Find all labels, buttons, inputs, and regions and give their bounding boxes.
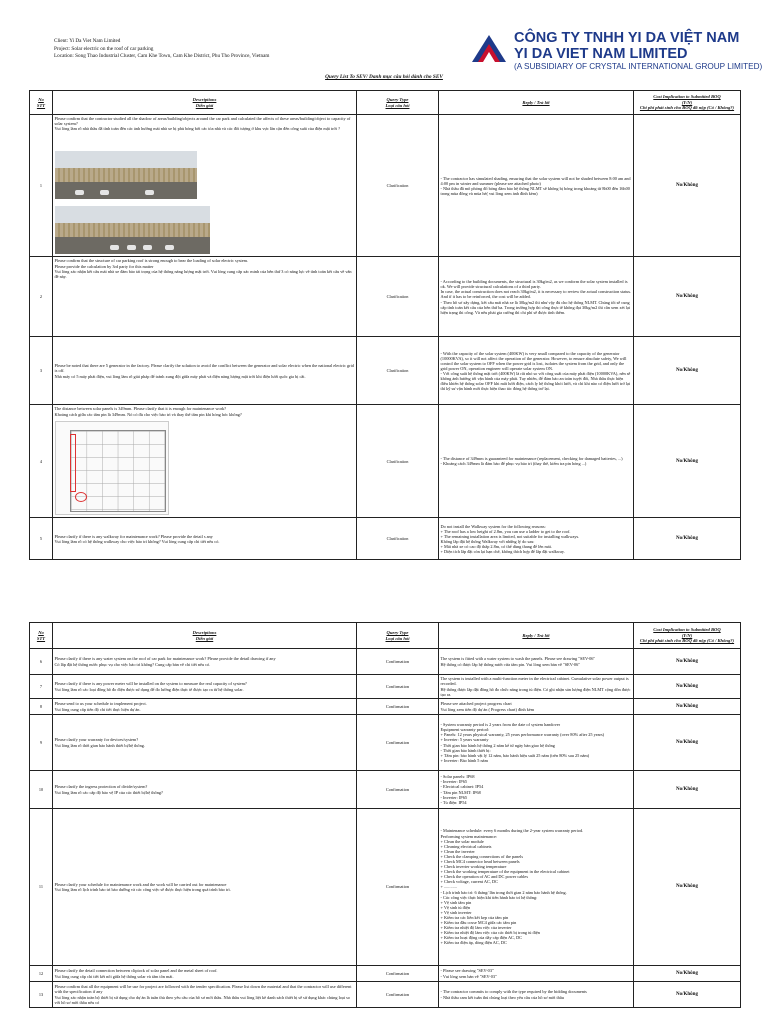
row-no: 5 [30, 518, 53, 560]
reply-en: - According to the building documents, the structural is 30kg/m2, as we conform the solar system installed is ok. We will provide structural calculations of a third party. In case, the actual construction does not reach 30kg/m2, it is necessary to review the actual construction status. And if it has to be reinforced, the cost will be added. [440, 279, 632, 300]
row-cost: No/Không [634, 771, 741, 809]
reply-en: The system is fitted with a water system to wash the panels. Please see drawing "SEV-06" [440, 656, 596, 662]
col-header-desc: Descriptions Diễn giải [53, 623, 357, 649]
row-reply [439, 771, 634, 809]
reply-vi: Vui lòng xem tiến độ dự án ( Progress chart) đính kèm [440, 706, 535, 712]
desc-en: Please clarify if there is any water system on the roof of car park for maintenance work? Please provide the detail drawing if any [54, 656, 276, 662]
row-cost: No/Không [634, 675, 741, 699]
desc-en: Please clarify if there is any walkway for maintenance work? Please provide the detail s any [54, 533, 213, 539]
logo-company-en: YI DA VIET NAM LIMITED [514, 46, 688, 62]
desc-en: Please send to us your schedule to implement project. [54, 701, 147, 707]
row-no: 6 [30, 649, 53, 675]
col-header-no: No STT [30, 91, 53, 115]
row-cost: No/Không [634, 257, 741, 337]
query-list-title: Query List To SEV/ Danh mục câu hỏi dành cho SEV [325, 74, 443, 80]
reply-vi: - Khoảng cách 349mm là đảm bảo để phục vụ bảo trì (thay thế, kiểm tra pin hỏng ...) [440, 461, 587, 467]
row-no: 3 [30, 337, 53, 405]
row-cost: No/Không [634, 649, 741, 675]
reply-en: - The contractor has simulated shading, ensuring that the solar system will not be shaded between 8:00 am and 4:00 pm in winter and summer (please see attached photo) [440, 175, 631, 186]
table-row [30, 982, 741, 1008]
row-no: 11 [30, 809, 53, 966]
row-cost: No/Không [634, 337, 741, 405]
desc-vi: Vui lòng cung cấp chi tiết kết nối giữa hệ thống solar và tấm tôn mái. [54, 973, 174, 979]
row-no: 9 [30, 715, 53, 771]
col-header-desc: Descriptions Diễn giải [53, 91, 357, 115]
reply-en: Do not install the Walkway system for the following reasons: + The roof has a low height of 2.8m, you can use a ladder to get to the roof. + The remaining installation area is limited, not suitable for installing walkways. [440, 523, 580, 539]
row-cost: No/Không [634, 405, 741, 518]
reply-vi: - Thời gian bảo hành hệ thống 2 năm kể từ ngày bàn giao hệ thống - Thời gian bảo hành thiết bị: + Tấm pin: bảo hành vật lý 12 năm, bảo hành hiệu suất 25 năm (trên 80% sau 25 năm) + Inverter: Bảo hành 5 năm [440, 742, 590, 763]
row-no: 2 [30, 257, 53, 337]
row-desc [53, 257, 357, 337]
row-type: Confirmation [357, 699, 439, 715]
row-reply [439, 115, 634, 257]
project-line: Project: Solar electric on the roof of car parking [54, 45, 154, 52]
row-reply [439, 649, 634, 675]
reply-vi: Hệ thống có được lắp hệ thống nước rửa tấm pin. Vui lòng xem bản vẽ "SEV-06" [440, 661, 580, 667]
row-desc [53, 337, 357, 405]
table-row [30, 257, 741, 337]
client-line: Client: Yi Da Viet Nam Limited [54, 38, 121, 44]
reply-vi: - Nhà thầu đã mô phỏng đổ bóng đảm bảo hệ thống NLMT sẽ không bị bóng trong khoảng từ 8h00 đến 16h00 trong mùa đông và mùa hè( vui lòng xem ảnh đính kèm) [440, 185, 630, 196]
row-reply [439, 982, 634, 1008]
row-cost: No/Không [634, 715, 741, 771]
table-row [30, 699, 741, 715]
row-desc [53, 982, 357, 1008]
panel-layout-drawing [55, 421, 169, 515]
reply-en: - With the capacity of the solar system (400KW) is very small compared to the capacity of the generator (10000KVA), so it will not affect the operation of the generator. However, to ensure absolute safety, We will control the solar system to OFF when the power grid is lost, isolates the system from the grid, and only the grid power ON, operation engineer will operate solar system ON. [440, 350, 627, 371]
desc-vi: Vui lòng làm rõ lịch trình bảo trì bảo dưỡng và các công việc sẽ được thực hiện trong quá trình bảo trì. [54, 887, 231, 892]
row-cost: No/Không [634, 699, 741, 715]
desc-vi: Vui lòng làm rõ nhà thầu đã tính toán đến các ảnh hưởng mái nhà xe bị phủ bóng bởi các tòa nhà và các đối tượng ở khu vực lân cận đến công suất của điện mặt trời ? [54, 126, 340, 132]
reply-en: Please see attached project progress chart [440, 701, 512, 707]
row-no: 12 [30, 966, 53, 982]
table-row [30, 405, 741, 518]
row-type: Confirmation [357, 966, 439, 982]
crystal-logo-icon [470, 32, 508, 66]
reply-vi: - Tấm pin NLMT: IP68 - Inverter: IP65 - Tủ điện: IP54 [440, 789, 481, 805]
row-desc [53, 715, 357, 771]
reply-en: - Solar panels: IP68 - Inverter: IP65 - Electrical cabinet: IP54 [440, 774, 484, 790]
row-reply [439, 405, 634, 518]
row-type: Confirmation [357, 771, 439, 809]
table-row [30, 115, 741, 257]
col-header-reply: Reply / Trả lời [439, 623, 634, 649]
reply-en: - The distance of 349mm is guaranteed for maintenance (replacement, checking for damaged batteries, ...) [440, 456, 623, 462]
desc-vi: Vui lòng làm rõ các cấp độ bảo vệ IP của các thiết bị/hệ thống? [54, 789, 163, 795]
row-type: Clarification [357, 405, 439, 518]
row-type: Clarification [357, 518, 439, 560]
row-cost: No/Không [634, 809, 741, 966]
col-header-cost: Cost Implication to Submitted BOQ (Y/N) Chi phí phát sinh cho BOQ đã nộp (Có / Không?) [634, 91, 741, 115]
desc-vi: Vui lòng làm rõ có hệ thống walkway cho việc bảo trì không? Vui lòng cung cấp chi tiết nếu có. [54, 538, 220, 544]
desc-vi: Vui lòng cung cấp tiến độ chi tiết thực hiện dự án. [54, 706, 141, 712]
table-row [30, 715, 741, 771]
row-type: Confirmation [357, 675, 439, 699]
row-reply [439, 337, 634, 405]
row-no: 1 [30, 115, 53, 257]
col-header-reply: Reply / Trả lời [439, 91, 634, 115]
row-no: 7 [30, 675, 53, 699]
desc-vi: Vui lòng xác nhận toàn bộ thiết bị sử dụng cho dự án là tuân thủ theo yêu cầu của hồ sơ mời thầu. Nhà thầu vui lòng liệt kê danh sách thiết bị sẽ sử dụng khác chủng loại so với hồ sơ mời thầu nếu có [54, 994, 350, 1005]
desc-en: Please clarify if there is any power meter will be installed on the system to measure the real capacity of system? [54, 681, 247, 687]
desc-vi: Vui lòng làm rõ các loại đồng hồ đo điện được sử dụng để đo lường điện thực tế được tạo ra từ hệ thống solar. [54, 686, 244, 692]
desc-en: Please confirm that the contractor studied all the shadow of areas/building/objects around the car park and calculated the affects of these areas/building/object to capacity of solar system? [54, 116, 351, 127]
reply-vi: - Theo hồ sơ xây dựng, kết cấu mái nhà xe là 30kg/m2 thì như vậy đủ cho hệ thống NLMT. Chúng tôi sẽ cung cấp tính toán kết cấu của bên thứ ba. Trong trường hợp thi công thực tế không đạt 30kg/m2 thì cần xem xét lại hiện trạng thi công. Và nếu phải gia cường thì chi phí sẽ được tính thêm. [440, 299, 631, 315]
row-type: Confirmation [357, 715, 439, 771]
table-row [30, 337, 741, 405]
logo-subsidiary: (A SUBSIDIARY OF CRYSTAL INTERNATIONAL GROUP LIMITED) [514, 62, 763, 71]
desc-en: The distance between solar panels is 349mm. Please clarify that it is enough for maintenance work? [54, 406, 227, 412]
col-header-cost: Cost Implication to Submitted BOQ (Y/N) Chi phí phát sinh cho BOQ đã nộp (Có / Không?) [634, 623, 741, 649]
location-line: Location: Song Thao Industrial Cluster, Cam Khe Town, Cam Khe District, Phu Tho Province, Vietnam [54, 53, 270, 60]
desc-en: Please clarify the ingress protection of divide/system? [54, 784, 148, 790]
row-no: 8 [30, 699, 53, 715]
row-desc [53, 405, 357, 518]
row-desc [53, 966, 357, 982]
row-desc [53, 699, 357, 715]
desc-en: Please clarify your schedule for maintenance work and the work will be carried out for maintenance [54, 881, 227, 887]
carpark-photo [55, 151, 197, 199]
table-header-row [30, 623, 741, 649]
row-type: Confirmation [357, 649, 439, 675]
desc-en: Please clarify the detail connection between clipiock of solar panel and the metal sheet of roof. [54, 968, 218, 974]
row-desc [53, 675, 357, 699]
desc-vi: Vui lòng làm rõ thời gian bảo hành thiết bị/hệ thống. [54, 742, 145, 748]
document-header-info [54, 38, 269, 61]
desc-en: Please be noted that there are 5 generator in the factory. Please clarify the solution to avoid the conflict between the generator and solar electric when the national electric grid is off. [54, 363, 354, 374]
row-desc [53, 115, 357, 257]
row-reply [439, 715, 634, 771]
reply-vi: - Nhà thầu cam kết tuân thủ chủng loại theo yêu cầu của hồ sơ mời thầu [440, 994, 564, 1000]
reply-en: - System warranty period is 2 years from the date of system handover Equipment warranty period: + Panels: 12 years physical warranty, 25 years performance warranty (over 80% after 25 years) + Inverter: 5 years warranty [440, 722, 605, 743]
table-row [30, 771, 741, 809]
reply-vi: - Với công suất hệ thống mặt trời (400KW) là rất nhỏ so với công suất của máy phát điện (10000KVA), nên sẽ không ảnh hưởng tới vận hành của máy phát. Tuy nhiên, để đảm bảo an toàn tuyệt đối, Nhà thầu thực hiện điều khiển hệ thống solar OFF khi mất lưới điện, cách ly hệ thống khỏi lưới, và chỉ khi nào có điện lưới trở lại thì kỹ sư vận hành mới thực hiện thao tác đóng hệ thống trở lại. [440, 370, 631, 392]
carpark-photo [55, 206, 210, 254]
reply-vi: - Vui lòng xem bản vẽ "SEV-03" [440, 973, 497, 979]
table-row [30, 649, 741, 675]
reply-en: The system is installed with a multi-function meter in the electrical cabinet. Cumulative solar power output is recorded. [440, 676, 629, 687]
row-cost: No/Không [634, 982, 741, 1008]
logo-company-vn: CÔNG TY TNHH YI DA VIỆT NAM [514, 30, 740, 46]
table-row [30, 966, 741, 982]
reply-vi: - Lịch trình bảo trì: 6 tháng/ lần trong thời gian 2 năm bảo hành hệ thống. - Các công việc thực hiện khi tiến hành bảo trì hệ thống: + Vệ sinh tấm pin + Vệ sinh tủ điện + Vệ sinh inverter + Kiểm tra các liên kết kẹp của tấm pin + Kiểm tra đầu cosse MC4 giữa các tấm pin + Kiểm tra nhiệt độ làm việc của inverter + Kiểm tra nhiệt độ làm việc của các thiết bị trong tủ điện + Kiểm tra hoạt động của dây cáp điện AC, DC + Kiểm tra điện áp, dòng điện AC, DC [440, 889, 567, 946]
row-reply [439, 809, 634, 966]
row-reply [439, 966, 634, 982]
row-type: Clarification [357, 257, 439, 337]
desc-vi: Vui lòng xác nhận kết cấu mái nhà xe đảm bảo tải trọng của hệ thống năng lượng mặt trời. Vui lòng cung cấp xác minh của bên thứ 3 có năng lực về tính toán kết cấu về vấn đề này. [54, 268, 352, 279]
desc-vi: Nhà máy có 5 máy phát điện, vui lòng làm rõ giải pháp để tránh xung đột giữa máy phát và điện năng lượng mặt trời khi điện lưới quốc gia bị cắt. [54, 373, 306, 379]
table-header-row [30, 91, 741, 115]
desc-en: Please confirm that all the equipment will be use for project are followed with the tender specification. Please list down the material and that the contractor will use different with the specification if any [54, 984, 352, 995]
row-no: 13 [30, 982, 53, 1008]
row-desc [53, 809, 357, 966]
table-row [30, 675, 741, 699]
row-no: 10 [30, 771, 53, 809]
row-type: Confirmation [357, 809, 439, 966]
row-reply [439, 257, 634, 337]
query-table-2 [29, 622, 741, 1008]
row-reply [439, 518, 634, 560]
row-type: Clarification [357, 115, 439, 257]
reply-en: - Please see drawing "SEV-03" [440, 968, 494, 974]
row-cost: No/Không [634, 966, 741, 982]
reply-vi: Hệ thống được lắp đặt đồng hồ đo chức năng trong tủ điện. Có ghi nhận sản lượng điện NLMT cộng dồn được tạo ra. [440, 686, 631, 697]
row-reply [439, 675, 634, 699]
row-desc [53, 518, 357, 560]
row-reply [439, 699, 634, 715]
reply-en: - The contractor commits to comply with the type required by the bidding documents [440, 989, 587, 995]
query-table-1 [29, 90, 741, 560]
reply-en: - Maintenance schedule: every 6 months during the 2-year system warranty period. Performing system maintenance: + Clean the solar module + Cleaning electrical cabinets + Clean the inverter + Check the clamping connections of the panels + Check MC4 connector head between panels + Check inverter working temperature + Check the working temperature of the equipment in the electrical cabinet + Check the operation of AC and DC power cables + Check voltage, current AC, DC + ............ [440, 828, 584, 890]
table-row [30, 809, 741, 966]
desc-en: Please confirm that the structure of car parking roof is strong enough to bear the loading of solar electric system. Please provide the calculation by 3rd party for this matter [54, 258, 249, 269]
row-type: Clarification [357, 337, 439, 405]
row-desc [53, 771, 357, 809]
desc-en: Please clarify your warranty for devices/system? [54, 737, 139, 743]
row-type: Confirmation [357, 982, 439, 1008]
row-no: 4 [30, 405, 53, 518]
reply-vi: Không lắp đặt hệ thống Walkway với những lý do sau: + Mái nhà xe có cao độ thấp 2.8m, có thể dùng thang để lên mái. + Diện tích lắp đặt còn lại hạn chế, không thích hợp để lắp đặt walkway. [440, 538, 565, 555]
desc-vi: Có lắp đặt hệ thống nước phục vụ cho việc bảo trì không? Cung cấp bản vẽ chi tiết nếu có. [54, 661, 211, 667]
shadow-photos [55, 145, 355, 255]
row-desc [53, 649, 357, 675]
table-row [30, 518, 741, 560]
col-header-type: Query Type Loại câu hỏi [357, 91, 439, 115]
col-header-type: Query Type Loại câu hỏi [357, 623, 439, 649]
company-logo [470, 28, 763, 76]
row-cost: No/Không [634, 518, 741, 560]
row-cost: No/Không [634, 115, 741, 257]
desc-vi: Khoảng cách giữa các tấm pin là 349mm. Nó có đủ cho việc bảo trì và thay thế tấm pin khi hỏng hóc không? [54, 411, 242, 417]
col-header-no: No STT [30, 623, 53, 649]
